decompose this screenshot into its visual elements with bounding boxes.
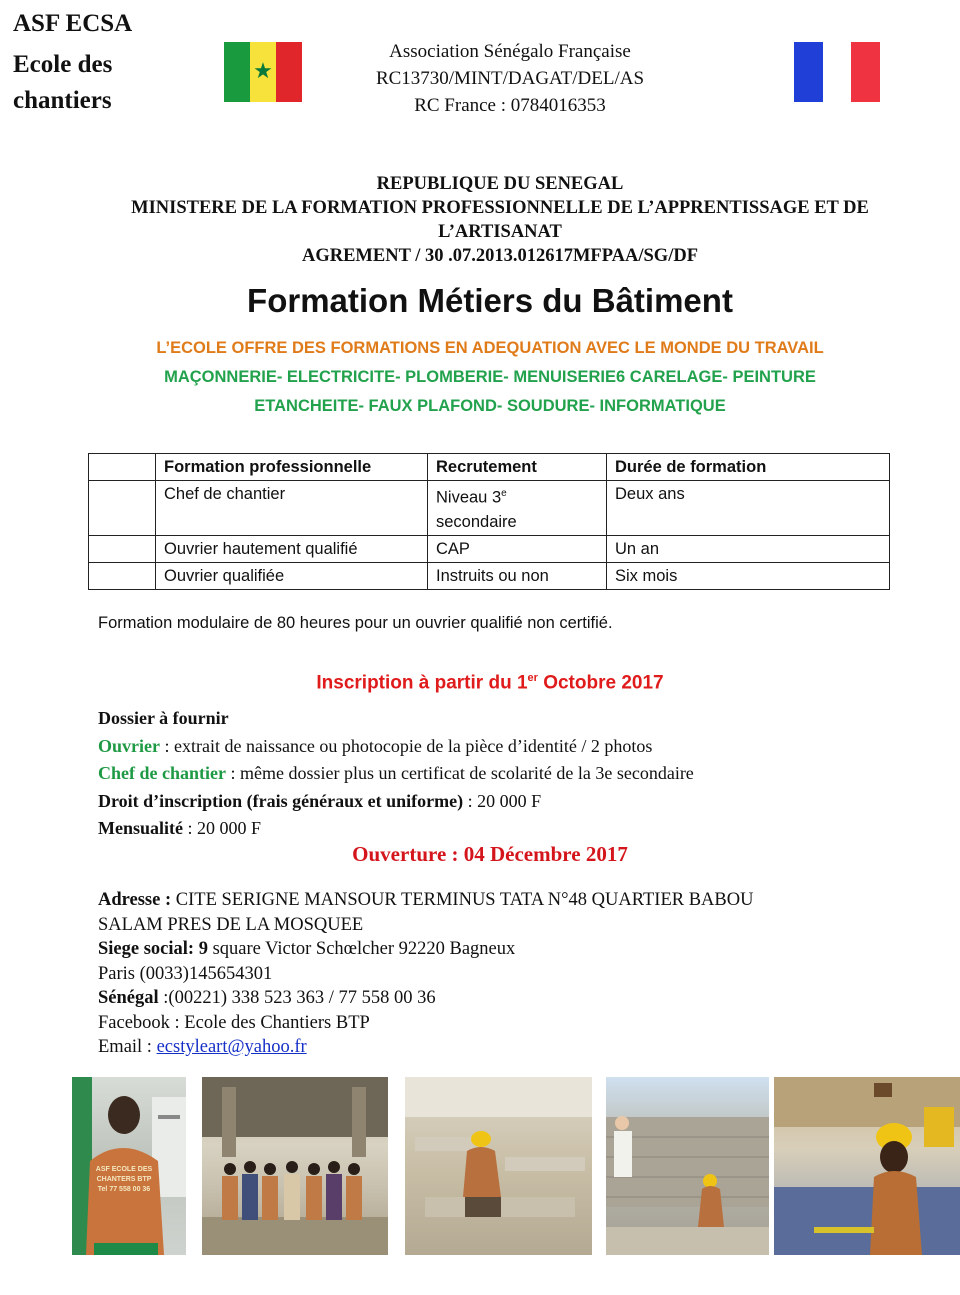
senegal-text: :(00221) 338 523 363 / 77 558 00 36 — [158, 988, 436, 1008]
address-label: Adresse : — [98, 890, 172, 910]
table-header — [89, 454, 156, 481]
senegal-label: Sénégal — [98, 988, 159, 1008]
table-header-row — [89, 454, 890, 481]
table-cell: Ouvrier hautement qualifié — [156, 535, 428, 562]
dossier-label: Mensualité — [98, 818, 183, 838]
siege-label: Siege social: 9 — [98, 939, 208, 959]
dossier-text: : même dossier plus un certificat de scolarité de la 3e secondaire — [225, 763, 694, 783]
table-cell: Un an — [607, 535, 890, 562]
contact-section — [98, 888, 898, 1060]
dossier-text: : extrait de naissance ou photocopie de la pièce d’identité / 2 photos — [159, 735, 653, 756]
recrutement-text: secondaire — [436, 512, 517, 531]
ordinal-sup: er — [527, 672, 538, 684]
table-cell: Six mois — [607, 562, 890, 589]
subtitle-offer: L’ECOLE OFFRE DES FORMATIONS EN ADEQUATION AVEC LE MONDE DU TRAVAIL — [156, 339, 824, 357]
facebook-line: Facebook : Ecole des Chantiers BTP — [98, 1012, 370, 1033]
svg-text:ASF ECOLE DES: ASF ECOLE DES — [95, 1166, 153, 1173]
org-line: Ecole des — [13, 51, 113, 78]
svg-text:CHANTERS BTP: CHANTERS BTP — [96, 1176, 152, 1183]
paris-phone: Paris (0033)145654301 — [98, 963, 273, 984]
dossier-label: Chef de chantier — [98, 763, 226, 783]
email-label: Email : — [98, 1037, 157, 1057]
photo-female-worker — [774, 1077, 960, 1255]
ministry-line: MINISTERE DE LA FORMATION PROFESSIONNELLE DE L’APPRENTISSAGE ET DE L’ARTISANAT — [131, 198, 869, 242]
page-title: Formation Métiers du Bâtiment — [247, 282, 733, 319]
association-name: Association Sénégalo Française — [389, 41, 631, 62]
table-cell — [428, 481, 607, 536]
table-header: Durée de formation — [607, 454, 890, 481]
address-line — [98, 888, 898, 913]
association-info — [340, 38, 680, 119]
france-flag-icon — [794, 42, 880, 102]
dossier-text: : 20 000 F — [183, 818, 262, 838]
address-line: SALAM PRES DE LA MOSQUEE — [98, 914, 364, 935]
dossier-chef — [98, 760, 694, 788]
inscription-text: Octobre 2017 — [537, 672, 664, 694]
org-line: ASF ECSA — [13, 10, 133, 37]
table-cell — [89, 481, 156, 536]
photo-site-work — [606, 1077, 769, 1255]
dossier-label: Ouvrier — [98, 735, 160, 756]
inscription-text: Inscription à partir du 1 — [316, 672, 528, 694]
table-header: Formation professionnelle — [156, 454, 428, 481]
email-link[interactable]: ecstyleart@yahoo.fr — [156, 1037, 307, 1057]
inscription-date — [0, 672, 960, 694]
agrement-line: AGREMENT / 30 .07.2013.012617MFPAA/SG/DF — [301, 246, 699, 266]
org-line: chantiers — [13, 87, 112, 114]
dossier-droit — [98, 788, 694, 816]
table-cell — [89, 562, 156, 589]
siege-text: square Victor Schœlcher 92220 Bagneux — [207, 939, 516, 959]
table-row — [89, 562, 890, 589]
ministry-header — [80, 172, 920, 268]
senegal-flag-icon: ★ — [224, 42, 302, 102]
table-cell: Instruits ou non — [428, 562, 607, 589]
photo-worker-uniform-drawing — [72, 1077, 186, 1255]
recrutement-text: Niveau 3 — [436, 488, 502, 507]
dossier-section — [98, 705, 694, 843]
org-name — [13, 6, 132, 119]
svg-text:Tel 77 558 00 36: Tel 77 558 00 36 — [97, 1186, 151, 1193]
address-text: CITE SERIGNE MANSOUR TERMINUS TATA N°48 QUARTIER BABOU — [171, 890, 754, 910]
dossier-text: : 20 000 F — [463, 790, 542, 811]
email-line — [98, 1035, 898, 1060]
dossier-mensualite — [98, 815, 694, 843]
photo-worker-uniform — [72, 1077, 186, 1255]
dossier-heading: Dossier à fournir — [98, 708, 229, 728]
photo-bricklaying — [405, 1077, 592, 1255]
table-row — [89, 481, 890, 536]
table-row — [89, 535, 890, 562]
republic-line: REPUBLIQUE DU SENEGAL — [376, 174, 624, 194]
modular-note: Formation modulaire de 80 heures pour un ouvrier qualifié non certifié. — [98, 614, 613, 632]
table-cell: CAP — [428, 535, 607, 562]
subtitle-trades-2: ETANCHEITE- FAUX PLAFOND- SOUDURE- INFORMATIQUE — [254, 397, 726, 415]
photo-group — [202, 1077, 388, 1255]
training-table — [88, 453, 890, 590]
opening-date: Ouverture : 04 Décembre 2017 — [352, 842, 628, 866]
table-header: Recrutement — [428, 454, 607, 481]
subtitle-trades-1: MAÇONNERIE- ELECTRICITE- PLOMBERIE- MENUISERIE6 CARELAGE- PEINTURE — [164, 368, 816, 386]
ordinal-sup: e — [501, 488, 507, 499]
dossier-ouvrier — [98, 733, 694, 761]
table-cell: Chef de chantier — [156, 481, 428, 536]
table-cell — [89, 535, 156, 562]
association-rc: RC13730/MINT/DAGAT/DEL/AS — [375, 68, 645, 89]
dossier-label: Droit d’inscription (frais généraux et uniforme) — [98, 790, 464, 811]
table-cell: Ouvrier qualifiée — [156, 562, 428, 589]
siege-line — [98, 937, 898, 962]
senegal-phone — [98, 986, 898, 1011]
association-rc-france: RC France : 0784016353 — [414, 95, 606, 116]
table-cell: Deux ans — [607, 481, 890, 536]
